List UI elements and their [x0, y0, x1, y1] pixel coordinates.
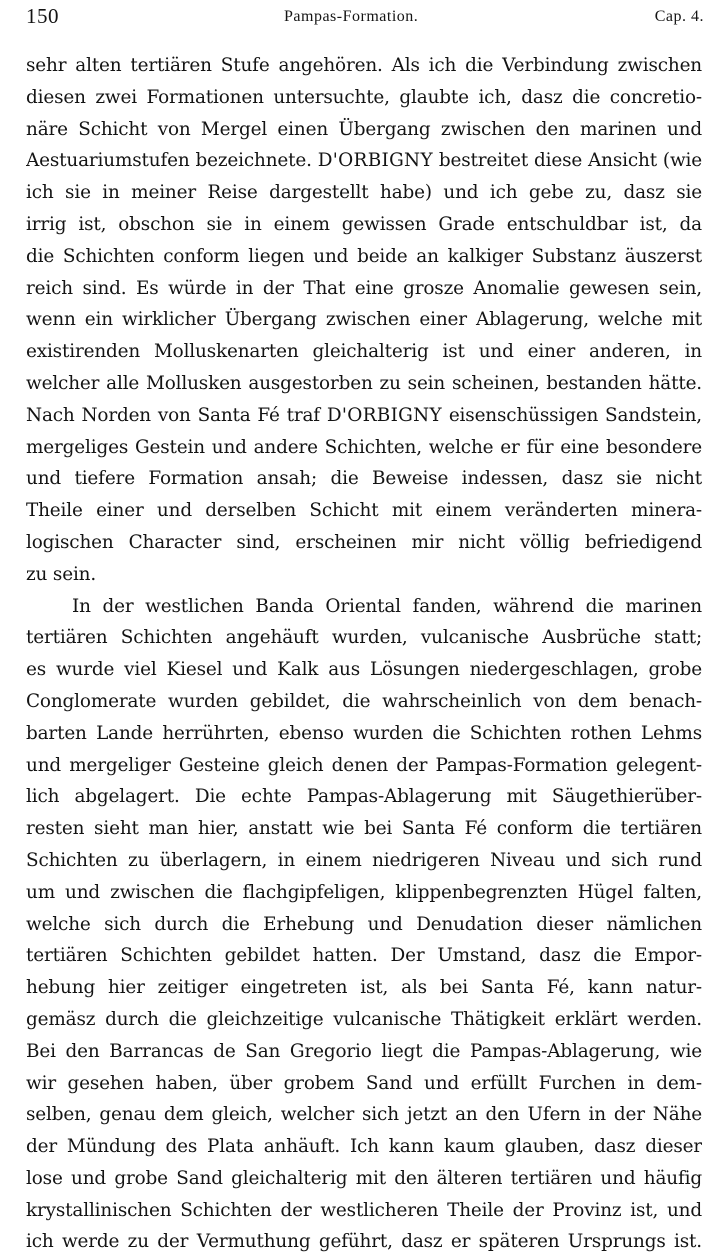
text-line: lich abgelagert. Die echte Pampas-Ablagerung mit Säugethierüber- — [26, 786, 702, 808]
running-title: Pampas-Formation. — [284, 8, 419, 25]
text-line: zu sein. — [26, 563, 97, 585]
text-line: irrig ist, obschon sie in einem gewissen Grade entschuldbar ist, da — [26, 213, 702, 235]
text-line: lose und grobe Sand gleichalterig mit den älteren tertiären und häufig — [26, 1167, 702, 1189]
author-name: D'ORBIGNY — [317, 150, 433, 172]
text-line: Aestuariumstufen bezeichnete. D'ORBIGNY bestreitet diese Ansicht (wie — [26, 150, 702, 172]
text-line: um und zwischen die flachgipfeligen, klippenbegrenzten Hügel falten, — [26, 881, 702, 903]
body-text — [26, 50, 702, 1258]
text-line: hebung hier zeitiger eingetreten ist, als bei Santa Fé, kann natur- — [26, 977, 702, 999]
author-name: D'ORBIGNY — [326, 404, 442, 426]
text-line: gemäsz durch die gleichzeitige vulcanische Thätigkeit erklärt werden. — [26, 1008, 702, 1030]
text-line: Conglomerate wurden gebildet, die wahrscheinlich von dem benach- — [26, 690, 702, 712]
text-line: es wurde viel Kiesel und Kalk aus Lösungen niedergeschlagen, grobe — [26, 659, 702, 681]
text-line: selben, genau dem gleich, welcher sich jetzt an den Ufern in der Nähe — [26, 1104, 702, 1126]
text-line: und tiefere Formation ansah; die Beweise indessen, dasz sie nicht — [26, 468, 702, 490]
text-line: Theile einer und derselben Schicht mit einem veränderten minera- — [26, 500, 702, 522]
text-line: der Mündung des Plata anhäuft. Ich kann kaum glauben, dasz dieser — [26, 1136, 702, 1158]
chapter-label: Cap. 4. — [654, 8, 704, 25]
text-line: diesen zwei Formationen untersuchte, glaubte ich, dasz die concretio- — [26, 86, 702, 108]
text-line: barten Lande herrührten, ebenso wurden die Schichten rothen Lehms — [26, 722, 702, 744]
text-line: krystallinischen Schichten der westlicheren Theile der Provinz ist, und — [26, 1199, 702, 1221]
text-line: Schichten zu überlagern, in einem niedrigeren Niveau und sich rund — [26, 849, 702, 871]
running-header — [26, 4, 704, 32]
text-line: Nach Norden von Santa Fé traf D'ORBIGNY eisenschüssigen Sandstein, — [26, 404, 702, 426]
text-line: ich sie in meiner Reise dargestellt habe) und ich gebe zu, dasz sie — [26, 182, 702, 204]
text-line: logischen Character sind, erscheinen mir nicht völlig befriedigend — [26, 531, 702, 553]
text-line: resten sieht man hier, anstatt wie bei Santa Fé conform die tertiären — [26, 818, 702, 840]
text-line: tertiären Schichten angehäuft wurden, vulcanische Ausbrüche statt; — [26, 627, 702, 649]
page-number: 150 — [26, 4, 59, 28]
text-line: existirenden Molluskenarten gleichalterig ist und einer anderen, in — [26, 341, 702, 363]
text-line: tertiären Schichten gebildet hatten. Der Umstand, dasz die Empor- — [26, 945, 702, 967]
paragraph-1 — [26, 50, 702, 591]
text-line: welche sich durch die Erhebung und Denudation dieser nämlichen — [26, 913, 702, 935]
text-line: wenn ein wirklicher Übergang zwischen einer Ablagerung, welche mit — [26, 309, 702, 331]
text-line: ich werde zu der Vermuthung geführt, dasz er späteren Ursprungs ist. — [26, 1231, 702, 1253]
text-line: welcher alle Mollusken ausgestorben zu sein scheinen, bestanden hätte. — [26, 372, 702, 394]
paragraph-2 — [26, 591, 702, 1258]
text-line: reich sind. Es würde in der That eine grosze Anomalie gewesen sein, — [26, 277, 702, 299]
text-line: die Schichten conform liegen und beide an kalkiger Substanz äuszerst — [26, 245, 702, 267]
text-line: näre Schicht von Mergel einen Übergang zwischen den marinen und — [26, 118, 702, 140]
text-line: In der westlichen Banda Oriental fanden, während die marinen — [72, 595, 702, 617]
text-line: Bei den Barrancas de San Gregorio liegt die Pampas-Ablagerung, wie — [26, 1040, 702, 1062]
text-line: sehr alten tertiären Stufe angehören. Als ich die Verbindung zwischen — [26, 55, 702, 76]
text-line: wir gesehen haben, über grobem Sand und erfüllt Furchen in dem- — [26, 1072, 702, 1094]
text-line: und mergeliger Gesteine gleich denen der Pampas-Formation gelegent- — [26, 754, 702, 776]
text-line: mergeliges Gestein und andere Schichten, welche er für eine besondere — [26, 436, 702, 458]
